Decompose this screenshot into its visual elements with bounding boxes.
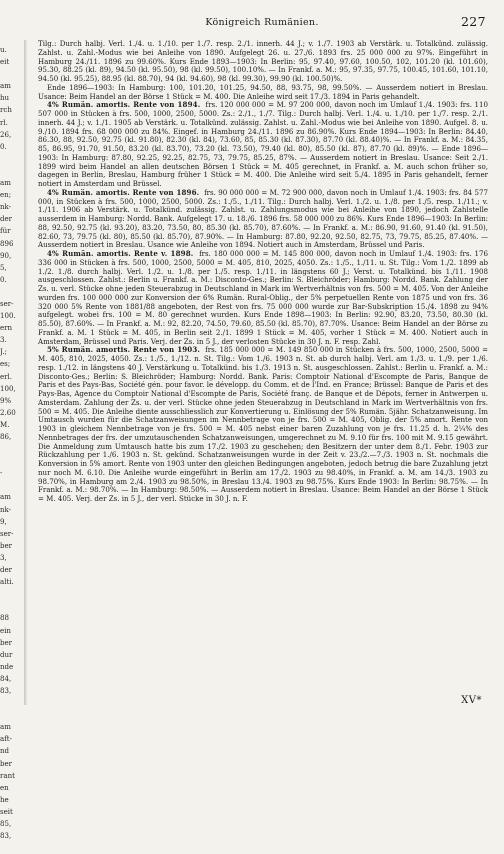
margin-fragment: 100, bbox=[0, 383, 16, 393]
margin-fragment: 88 bbox=[0, 613, 9, 623]
margin-fragment: aft- bbox=[0, 734, 13, 744]
margin-fragment: - bbox=[0, 468, 3, 478]
margin-fragment: 3. bbox=[0, 335, 7, 345]
margin-fragment: 9% bbox=[0, 395, 12, 405]
margin-fragment: ber bbox=[0, 758, 13, 768]
margin-fragment: erl. bbox=[0, 371, 13, 381]
margin-fragment: 26, bbox=[0, 129, 12, 139]
margin-fragment: u. bbox=[0, 45, 7, 54]
margin-fragment: en bbox=[0, 782, 9, 792]
margin-fragment bbox=[0, 842, 24, 854]
margin-fragment: der bbox=[0, 214, 13, 224]
margin-fragment: he bbox=[0, 794, 9, 804]
entry-text: frs. 185 000 000 = M. 149 850 000 in Stücken à frs. 500, 1000, 2500, 5000 = M. 405, 810, 2025, 4050. Zs.: 1./5., 1./12. n. St. Tilg.: Vom 1./6. 1903 n. St. ab durch halbj. Verl. am 1./3. u. 1./9. per 1./6. resp. 1./12. in längstens 40 J. Verstärkung u. Totalkünd. bis 1./3. 1913 n. St. ausgeschlossen. Zahlst.: Berlin u. Frankf. a. M.: Disconto-Ges.; Berlin: S. Bleichröder; Hamburg: Nordd. Bank. Paris: Comptoir National d'Escompte de Paris, Banque de Paris et des Pays-Bas, Société gén. pour favor. le développ. du Comm. et de l'Ind. en France; Brüssel: Banque de Paris et des Pays-Bas, Agence du Comptoir National d'Escompte de Paris, Société franç. de Banque et de Dépots, ferner in Antwerpen u. Amsterdam. Zahlung der Zs. u. der verl. Stücke ohne jeden Steuerabzug in Deutschland in Mark im Wertverhältnis von frs. 500 = M. 405. Die Anleihe diente ausschliesslich zur Konvertierung u. Einlösung der 5% Rumän. 5jähr. Schatzanweisung. Im Umtausch wurden für die Schatzanweisungen im Nennbetrage von je frs. 500 = M. 405, Oblig. der 5% amort. Rente von 1903 in gleichem Nennbetrage von je frs. 500 = M. 405 nebst einer baren Zuzahlung von je frs. 11.25 d. h. 2¼% des Nennbetrages der frs. der umzutauschenden Schatzanweisungen, umgerechnet zu M. 9.10 für frs. 100 mit M. 9.15 gewährt. Die Anmeldung zum Umtausch hatte bis zum 17./2. 1903 zu geschehen; den Besitzern der unter dem 8./1. Febr. 1903 zur Rückzahlung per 1./6. 1903 n. St. gekünd. Schatzanweisungen wurde in der Zeit v. 23./2.—7./3. 1903 n. St. nochmals die Konversion in 5% amort. Rente von 1903 unter den gleichen Bedingungen angeboten, jedoch betrug die bare Zuzahlung jetzt nur noch M. 6.10. Die Anleihe wurde eingeführt in Berlin am 17./2. 1903 zu 98.40%, in Frankf. a. M. am 14./3. 1903 zu 98.70%, in Hamburg am 2./4. 1903 zu 98.50%, in Breslau 13./4. 1903 zu 98.75%. Kurs Ende 1903: In Berlin: 98.75%. — In Frankf. a. M.: 98.70%. — In Hamburg: 98.50%. — Ausserdem notiert in Breslau. Usance: Beim Handel an der Börse 1 Stück = M. 405. Verj. der Zs. in 5 J., der verl. Stücke in 30 J. n. F. bbox=[38, 345, 488, 503]
margin-fragment: 2.60 bbox=[0, 407, 16, 417]
margin-fragment bbox=[0, 697, 24, 709]
entry-paragraph bbox=[38, 84, 488, 102]
margin-fragment bbox=[0, 165, 24, 177]
printer-signature: XV* bbox=[461, 695, 482, 706]
margin-fragment bbox=[0, 600, 24, 612]
entry-text: Tilg.: Durch halbj. Verl. 1./4. u. 1./10. per 1./7. resp. 2./1. innerh. 44 J.; v. 1./7. 1903 ab Verstärk. u. Totalkünd. zulässig. Zahlst. u. Zahl.-Modus wie bei Anleihe von 1890. Aufgelegt 26. u. 27./6. 1893 frs. 25 000 000 zu 97%. Eingeführt in Hamburg 24./11. 1896 zu 99.60%. Kurs Ende 1893—1903: In Berlin: 95, 97.40, 97.60, 100.50, 102, 101.20 (kl. 101.60), 95.30, 88.25 (kl. 89), 94.50 (kl. 95.50), 98 (kl. 99.50), 100.10%. — In Frankf. a. M.: 95, 97.35, 97.75, 100.45, 101.60, 101.10, 94.50 (kl. 95.25), 88.95 (kl. 88.70), 94 (kl. 94.60), 98 (kl. 99.30), 99.90 (kl. 100.50)%. bbox=[38, 39, 488, 83]
margin-fragment: seit bbox=[0, 806, 13, 816]
bond-entry bbox=[38, 189, 488, 250]
margin-fragment: en; bbox=[0, 190, 12, 200]
margin-fragment: nde bbox=[0, 661, 14, 671]
entry-heading: 4% Rumän. amortis. Rente von 1894. bbox=[47, 100, 201, 110]
running-title: Königreich Rumänien. bbox=[205, 17, 319, 28]
margin-fragment: der bbox=[0, 565, 13, 575]
margin-fragment: nd bbox=[0, 746, 10, 756]
margin-fragment: ber bbox=[0, 540, 13, 550]
bond-entry bbox=[38, 101, 488, 189]
running-header bbox=[38, 14, 486, 34]
margin-fragment: J.; bbox=[0, 347, 7, 357]
margin-fragment: ser- bbox=[0, 528, 14, 538]
margin-fragment: nk- bbox=[0, 202, 12, 212]
margin-fragment: 100. bbox=[0, 311, 16, 321]
margin-fragment: eit bbox=[0, 57, 10, 67]
margin-fragment: am bbox=[0, 81, 11, 91]
margin-fragment bbox=[0, 588, 24, 600]
margin-fragment: 0. bbox=[0, 141, 7, 151]
margin-fragment: ein bbox=[0, 625, 11, 635]
margin-fragment: 5, bbox=[0, 262, 7, 272]
margin-fragment: 0. bbox=[0, 274, 7, 284]
margin-fragment bbox=[0, 443, 24, 455]
margin-fragment: M. bbox=[0, 419, 10, 429]
entry-heading: 5% Rumän. amortis. Rente von 1903. bbox=[47, 345, 201, 355]
margin-fragment: dur bbox=[0, 649, 13, 659]
margin-fragment: rl. bbox=[0, 117, 8, 127]
margin-fragment bbox=[0, 68, 24, 80]
margin-fragment: 3, bbox=[0, 552, 7, 562]
entry-text: Ende 1896—1903: In Hamburg: 100, 101.20, 101.25, 94.50, 88, 93.75, 98, 99.50%. — Ausserdem notiert in Breslau. Usance: Beim Handel an der Börse 1 Stück = M. 400. Die Anleihe wird seit 17./3. 1894 in Paris gehandelt. bbox=[38, 82, 488, 101]
margin-fragment: 83, bbox=[0, 685, 12, 695]
entry-heading: 4% Rumän. amortis. Rente v. 1898. bbox=[47, 249, 194, 258]
margin-fragment: 83, bbox=[0, 831, 12, 841]
bond-entry bbox=[38, 40, 488, 101]
page-gutter bbox=[24, 40, 27, 705]
entry-text: frs. 120 000 000 = M. 97 200 000, davon noch im Umlauf 1./4. 1903: frs. 110 507 000 in Stücken à frs. 500, 1000, 2500, 5000. Zs.: 2./1., 1./7. Tilg.: Durch halbj. Verl. 1./4. u. 1./10. per 1./7. resp. 2./1. innerh. 44 J.; v. 1./1. 1905 ab Verstärk. u. Totalkünd. zulässig. Zahlst. u. Zahl.-Modus wie bei Anleihe von 1890. Aufgel. 8. u. 9./10. 1894 frs. 68 000 000 zu 84%. Eingef. in Hamburg 24./11. 1896 zu 86.90%. Kurs Ende 1894—1903: In Berlin: 84.40, 86.30, 88, 92.50, 92.75 (kl. 91.80), 82.30 (kl. 84), 73.60, 85, 85.30 (kl. 87.30), 87.70 (kl. 88.40)%. — In Frankf. a. M.: 84.35, 85, 86.95, 91.70, 91.50, 83.20 (kl. 83.70), 73.20 (kl. 73.50), 79.40 (kl. 80), 85.50 (kl. 87), 87.70 (kl. 89)%. — Ende 1896—1903: In Hamburg: 87.80, 92.25, 92.25, 82.75, 73, 79.75, 85.25, 87%. — Ausserdem notiert in Breslau. Usance: Seit 2./1. 1899 wird beim Handel an allen deutschen Börsen 1 Stück = M. 405 gerechnet, in Frankf. a. M. auch schon früher so, dagegen in Berlin, Breslau, Hamburg früher 1 Stück = M. 400. Die Anleihe wird seit 5./4. 1895 in Paris gehandelt, ferner notiert in Amsterdam und Brüssel. bbox=[38, 100, 488, 188]
page-body bbox=[38, 40, 488, 690]
margin-fragment bbox=[0, 286, 24, 298]
margin-fragment: ern bbox=[0, 323, 13, 333]
margin-fragment bbox=[0, 709, 24, 721]
entry-paragraph bbox=[38, 189, 488, 250]
entry-text: frs. 180 000 000 = M. 145 800 000, davon noch in Umlauf 1./4. 1903: frs. 176 336 000 in Stücken à frs. 500, 1000, 2500, 5000 = M. 405, 810, 2025, 4050. Zs.: 1./5., 1./11. u. St. Tilg.: Vom 1./2. 1899 ab 1./2. 1./8. durch halbj. Verl. 1./2. u. 1./8. per 1./5. resp. 1./11. in längstens 60 J.; Verst. u. Totalkünd. bis 1./11. 1908 ausgeschlossen. Zahlst.: Berlin u. Frankf. a. M.: Disconto-Ges.; Berlin: S. Bleichröder; Hamburg: Nordd. Bank. Zahlung der Zs. u. verl. Stücke ohne jeden Steuerabzug in Deutschland in Mark im Wertverhältnis von frs. 500 = M. 405. Von der Anleihe wurden frs. 100 000 000 zur Konversion der 6% Rumän. Rural-Oblig., der 5% perpetuellen Rente von 1875 und von frs. 36 320 000 5% Rente von 1881/88 angeboten, der Rest von frs. 75 000 000 wurde zur Bar-Subskription 15./4. 1898 zu 94% aufgelegt. wobei frs. 100 = M. 80 gerechnet wurden. Kurs Ende 1898—1903: In Berlin: 92.90, 83.20, 73.50, 80.30 (kl. 85.50), 87.60%. — In Frankf. a. M.: 92, 82.20, 74.50, 79.60, 85.50 (kl. 85.70), 87.70%. Usance: Beim Handel an der Börse zu Frankf. a. M. 1 Stück = M. 405, in Berlin seit 2./1. 1899 1 Stück = M. 405, vorher 1 Stück = M. 400. Notiert auch in Amsterdam, Brüssel und Paris. Verj. der Zs. in 5 J., der verlosten Stücke in 30 J. n. F. resp. Zahl. bbox=[38, 249, 488, 346]
bond-entry bbox=[38, 346, 488, 504]
margin-fragment: am bbox=[0, 492, 11, 502]
margin-fragment: 90, bbox=[0, 250, 12, 260]
margin-fragment: es; bbox=[0, 359, 11, 369]
page-number: 227 bbox=[460, 14, 486, 29]
margin-fragment: 9, bbox=[0, 516, 7, 526]
entry-paragraph bbox=[38, 346, 488, 504]
margin-fragment: hu bbox=[0, 93, 10, 103]
margin-fragment: ser- bbox=[0, 298, 14, 308]
margin-fragment: nk- bbox=[0, 504, 12, 514]
margin-fragment bbox=[0, 479, 24, 491]
facing-page-margin bbox=[0, 44, 24, 841]
entry-paragraph bbox=[38, 40, 488, 84]
margin-fragment bbox=[0, 153, 24, 165]
margin-fragment: ber bbox=[0, 637, 13, 647]
margin-fragment: 86, bbox=[0, 432, 12, 441]
bond-entry bbox=[38, 250, 488, 346]
margin-fragment: am bbox=[0, 722, 11, 732]
margin-fragment: rant bbox=[0, 770, 15, 780]
margin-fragment bbox=[0, 455, 24, 467]
margin-fragment: alti. bbox=[0, 577, 14, 587]
margin-fragment: für bbox=[0, 226, 11, 236]
entry-paragraph bbox=[38, 101, 488, 189]
entry-text: frs. 90 000 000 = M. 72 900 000, davon noch in Umlauf 1./4. 1903: frs. 84 577 000, in Stücken à frs. 500, 1000, 2500, 5000. Zs.: 1./5., 1./11. Tilg.: Durch halbj. Verl. 1./2. u. 1./8. per 1./5. resp. 1./11.; v. 1./11. 1906 ab Verstärk. u. Totalkünd. zulässig. Zahlst. u. Zahlungsmodus wie bei Anleihe von 1890, jedoch Zahlstelle ausserdem in Hamburg: Nordd. Bank. Aufgelegt 17. u. 18./6. 1896 frs. 58 000 000 zu 86%. Kurs Ende 1896—1903: In Berlin: 88, 92.50, 92.75 (kl. 93.20), 83.20, 73.50, 80, 85.30 (kl. 85.70), 87.60%. — In Frankf. a. M.: 86.90, 91.60, 91.40 (kl. 91.50), 82.60, 73, 79.75 (kl. 80), 85.50 (kl. 85.70), 87.90%. — In Hamburg: 87.80, 92.20, 92.50, 82.75, 73, 79.75, 85.25, 87.40%. — Ausserdem notiert in Breslau. Usance wie Anleihe von 1894. Notiert auch in Amsterdam, Brüssel und Paris. bbox=[38, 187, 488, 250]
margin-fragment: rch bbox=[0, 105, 12, 115]
margin-fragment: am bbox=[0, 178, 11, 188]
margin-fragment: 85, bbox=[0, 819, 12, 828]
margin-fragment: 896 bbox=[0, 238, 14, 248]
entry-paragraph bbox=[38, 250, 488, 346]
entry-heading: 4% Rumän. amortis. Rente von 1896. bbox=[47, 187, 200, 197]
margin-fragment: 84, bbox=[0, 673, 12, 683]
